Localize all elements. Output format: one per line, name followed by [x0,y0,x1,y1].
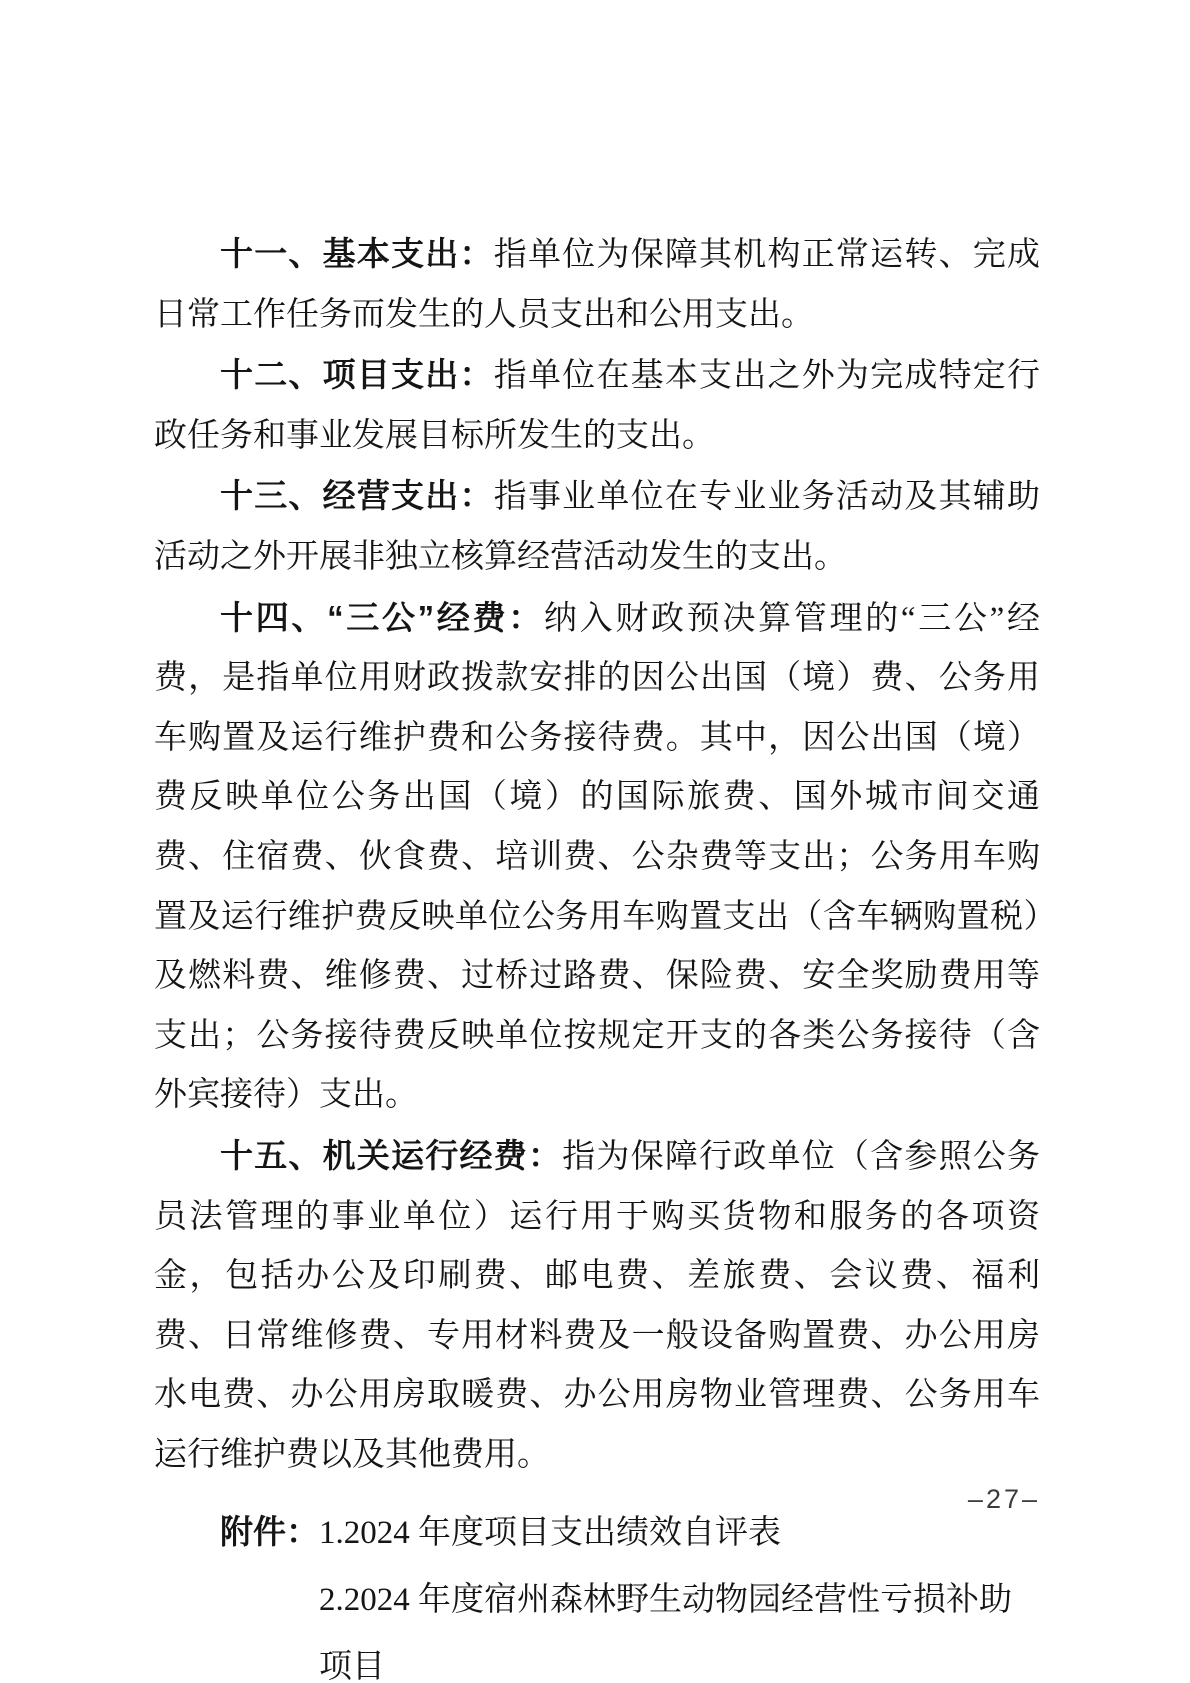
term-definition: 指单位为保障其机构正常运转、完成日常工作任务而发生的人员支出和公用支出。 [154,237,1041,333]
paragraph-agency-operating-funds [154,1126,1040,1486]
page-number: –27– [967,1484,1040,1514]
attachment-item-2-text: 2.2024 年度宿州森林野生动物园经营性亏损补助项目 [319,1582,1012,1683]
attachments-section [154,1498,1040,1683]
attachment-item-1 [154,1498,1040,1567]
paragraph-basic-expenditure [154,224,1040,345]
term-definition: 纳入财政预决算管理的“三公”经费，是指单位用财政拨款安排的因公出国（境）费、公务用车购置及运行维护费和公务接待费。其中，因公出国（境）费反映单位公务出国（境）的国际旅费、国外城市间交通费、住宿费、伙食费、培训费、公杂费等支出；公务用车购置及运行维护费反映单位公务用车购置支出（含车辆购置税）及燃料费、维修费、过桥过路费、保险费、安全奖励费用等支出；公务接待费反映单位按规定开支的各类公务接待（含外宾接待）支出。 [154,600,1041,1114]
term-definition: 指单位在基本支出之外为完成特定行政任务和事业发展目标所发生的支出。 [154,358,1041,454]
term-definition: 指为保障行政单位（含参照公务员法管理的事业单位）运行用于购买货物和服务的各项资金，包括办公及印刷费、邮电费、差旅费、会议费、福利费、日常维修费、专用材料费及一般设备购置费、办公用房水电费、办公用房取暖费、办公用房物业管理费、公务用车运行维护费以及其他费用。 [154,1138,1041,1473]
attachment-item-2 [154,1567,1040,1683]
paragraph-operating-expenditure [154,466,1040,587]
attachments-label: 附件： [220,1513,319,1551]
term-heading: 十三、经营支出： [220,477,494,515]
term-heading: 十五、机关运行经费： [220,1136,563,1174]
document-body [154,224,1040,1683]
term-heading: 十一、基本支出： [220,235,494,272]
attachment-item-1-text: 1.2024 年度项目支出绩效自评表 [319,1515,781,1552]
term-heading: 十四、“三公”经费： [220,598,544,636]
paragraph-project-expenditure [154,345,1040,466]
term-definition: 指事业单位在专业业务活动及其辅助活动之外开展非独立核算经营活动发生的支出。 [154,479,1041,575]
term-heading: 十二、项目支出： [220,356,494,394]
paragraph-three-public-funds [154,588,1040,1126]
